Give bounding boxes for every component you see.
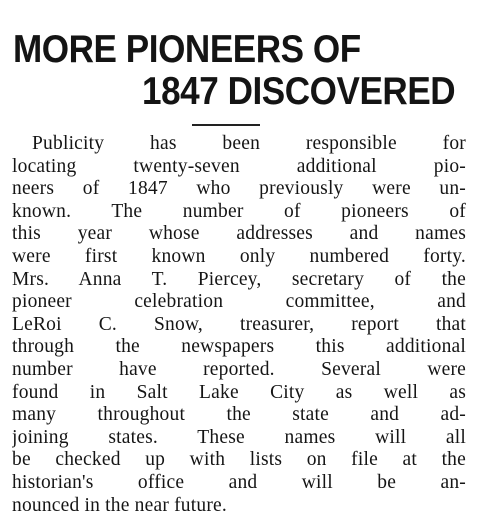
article-line: locating twenty-seven additional pio- <box>12 156 466 179</box>
headline-line-1: MORE PIONEERS OF <box>13 30 361 70</box>
article-line: historian's office and will be an- <box>12 472 466 495</box>
article-line: through the newspapers this additional <box>12 336 466 359</box>
article-line: Publicity has been responsible for <box>12 133 466 156</box>
article-line: nounced in the near future. <box>12 495 466 517</box>
article-line: this year whose addresses and names <box>12 223 466 246</box>
article-line: were first known only numbered forty. <box>12 246 466 269</box>
article-body <box>12 133 466 517</box>
article-line: pioneer celebration committee, and <box>12 291 466 314</box>
article-line: number have reported. Several were <box>12 359 466 382</box>
article-line: known. The number of pioneers of <box>12 201 466 224</box>
article-line: be checked up with lists on file at the <box>12 449 466 472</box>
article-line: neers of 1847 who previously were un- <box>12 178 466 201</box>
headline-divider <box>192 124 260 126</box>
article-line: Mrs. Anna T. Piercey, secretary of the <box>12 269 466 292</box>
article-line: many throughout the state and ad- <box>12 404 466 427</box>
headline-line-2: 1847 DISCOVERED <box>142 72 455 112</box>
article-line: joining states. These names will all <box>12 427 466 450</box>
article-line: found in Salt Lake City as well as <box>12 382 466 405</box>
article-line: LeRoi C. Snow, treasurer, report that <box>12 314 466 337</box>
